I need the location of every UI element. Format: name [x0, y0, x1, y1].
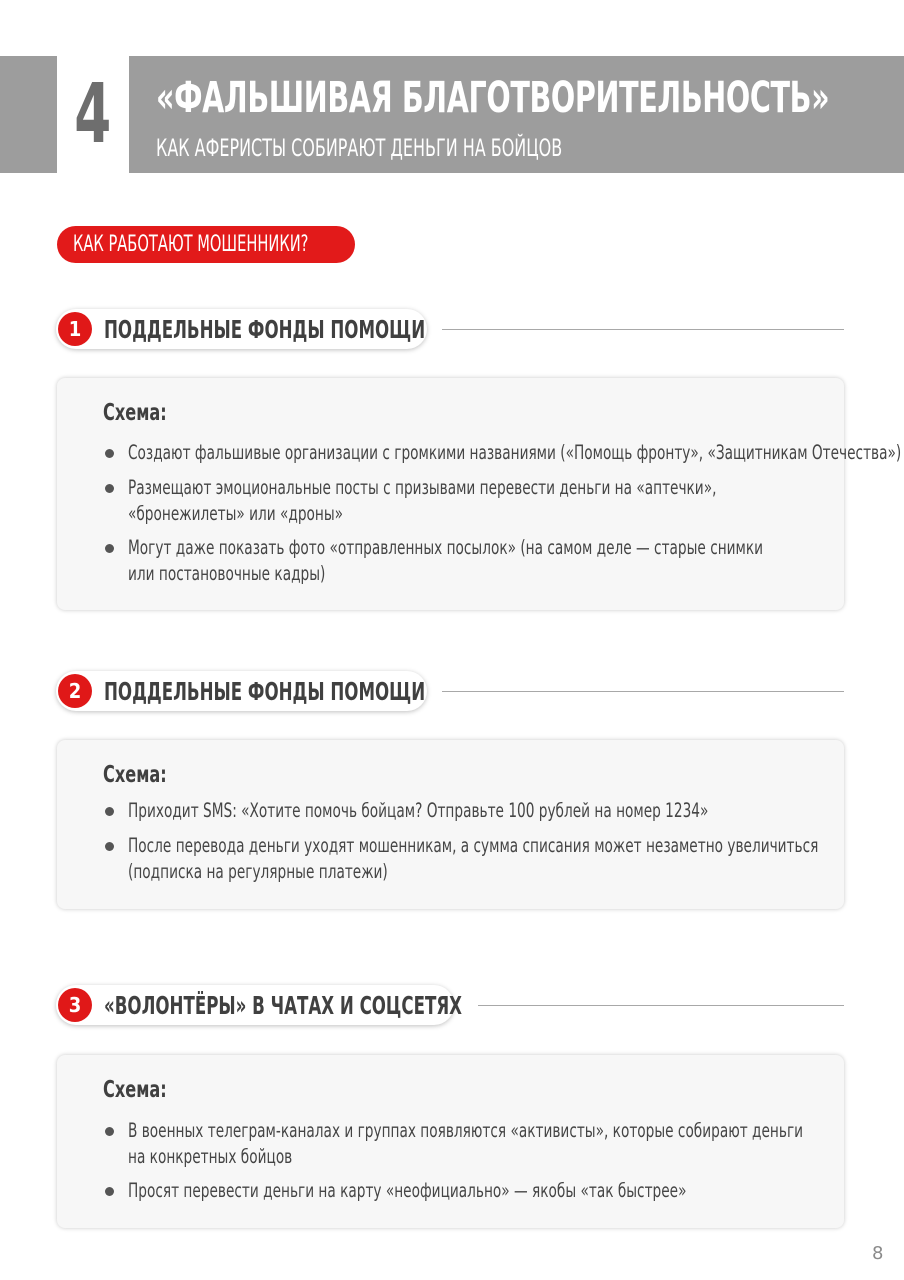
bullet-dot — [105, 1127, 114, 1136]
bullet-dot — [105, 484, 114, 493]
header-banner — [0, 56, 904, 173]
section-2-divider — [442, 691, 844, 692]
section-2-card — [57, 740, 844, 909]
bullet-dot — [105, 807, 114, 816]
section-1-bullet-2: Размещают эмоциональные посты с призывами перевести деньги на «аптечки», «бронежилеты» или «дроны» — [128, 476, 717, 525]
page-number: 8 — [872, 1243, 884, 1264]
intro-pill — [57, 226, 355, 263]
bullet-dot — [105, 842, 114, 851]
section-3-title: «ВОЛОНТЁРЫ» В ЧАТАХ И СОЦСЕТЯХ — [104, 990, 462, 1020]
section-1-card — [57, 378, 902, 610]
section-3-bullet-2: Просят перевести деньги на карту «неофициально» — якобы «так быстрее» — [128, 1179, 687, 1202]
section-3-bullet-1: В военных телеграм-каналах и группах появляются «активисты», которые собирают деньги на конкретных бойцов — [128, 1119, 804, 1168]
section-3-number-badge: 3 — [58, 988, 92, 1022]
section-1-bullet-1: Создают фальшивые организации с громкими названиями («Помощь фронту», «Защитникам Отечества») — [128, 441, 902, 464]
section-1-header — [56, 309, 427, 349]
bullet-dot — [105, 544, 114, 553]
intro-pill-label: КАК РАБОТАЮТ МОШЕННИКИ? — [73, 232, 309, 257]
bullet-dot — [105, 1187, 114, 1196]
bullet-dot — [105, 449, 114, 458]
page-title: «ФАЛЬШИВАЯ БЛАГОТВОРИТЕЛЬНОСТЬ» — [156, 73, 830, 123]
section-2-header — [56, 671, 427, 711]
section-3-divider — [478, 1005, 844, 1006]
section-3-scheme-label: Схема: — [103, 1077, 167, 1103]
section-2-bullet-1: Приходит SMS: «Хотите помочь бойцам? Отправьте 100 рублей на номер 1234» — [128, 799, 709, 822]
section-1-number-badge: 1 — [58, 312, 92, 346]
section-2-scheme-label: Схема: — [103, 762, 167, 788]
section-1-divider — [442, 329, 844, 330]
section-3-header — [56, 985, 462, 1025]
chapter-number: 4 — [74, 66, 112, 162]
section-2-number-badge: 2 — [58, 674, 92, 708]
section-3-card — [57, 1055, 844, 1228]
section-1-title: ПОДДЕЛЬНЫЕ ФОНДЫ ПОМОЩИ — [104, 314, 426, 344]
page-subtitle: КАК АФЕРИСТЫ СОБИРАЮТ ДЕНЬГИ НА БОЙЦОВ — [156, 134, 563, 162]
section-2-bullet-2: После перевода деньги уходят мошенникам, а сумма списания может незаметно увеличиться (подписка на регулярные платежи) — [128, 834, 819, 883]
section-2-title: ПОДДЕЛЬНЫЕ ФОНДЫ ПОМОЩИ — [104, 676, 426, 706]
section-1-scheme-label: Схема: — [103, 400, 167, 426]
section-1-bullet-3: Могут даже показать фото «отправленных посылок» (на самом деле — старые снимки или постановочные кадры) — [128, 536, 764, 585]
chapter-number-box — [57, 56, 129, 173]
